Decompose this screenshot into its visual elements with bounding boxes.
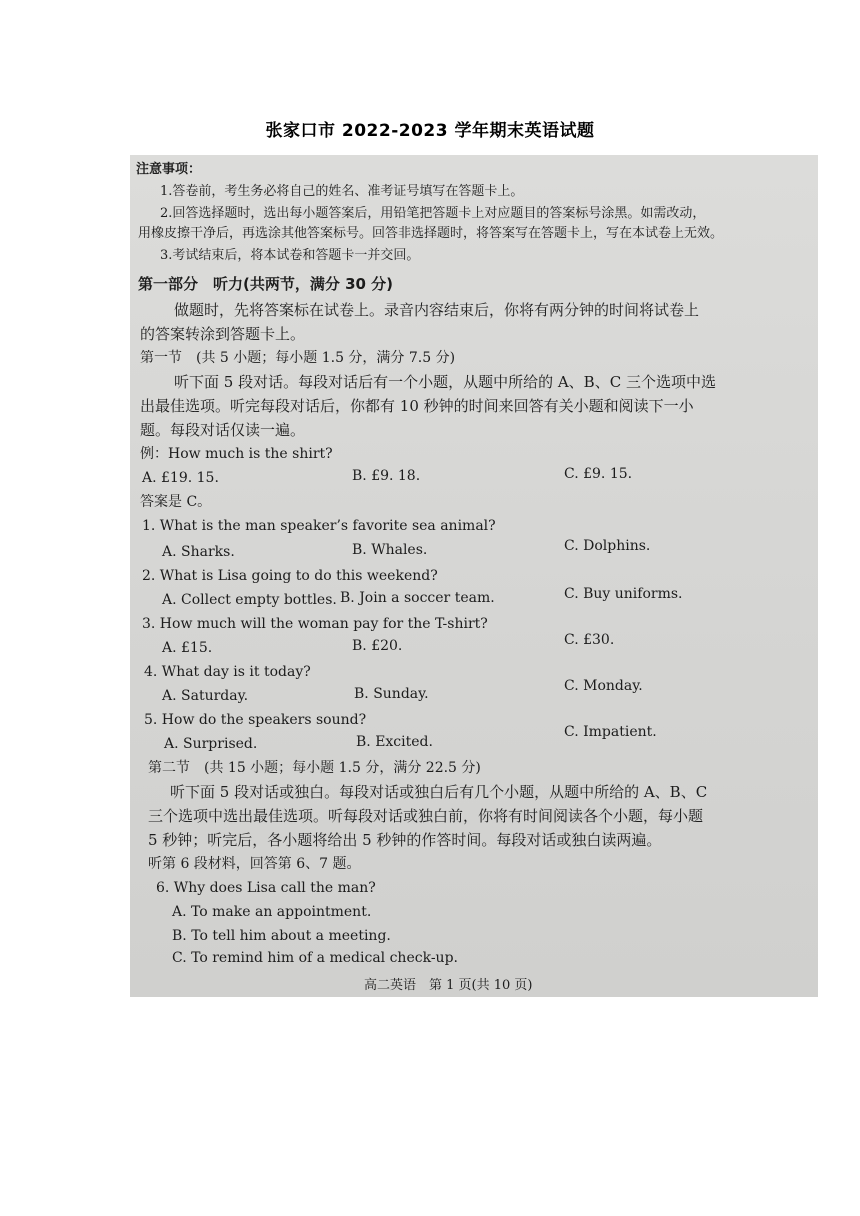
example-question: 例：How much is the shirt? (140, 446, 333, 462)
example-option-b: B. £9. 18. (352, 468, 421, 484)
section2-intro-1: 听下面 5 段对话或独白。每段对话或独白后有几个小题，从题中所给的 A、B、C (170, 783, 708, 801)
question-2: 2. What is Lisa going to do this weekend? (142, 568, 438, 584)
q4-option-b: B. Sunday. (354, 686, 429, 702)
q2-option-a: A. Collect empty bottles. (162, 592, 337, 608)
question-5: 5. How do the speakers sound? (144, 712, 367, 728)
q4-option-c: C. Monday. (564, 678, 643, 694)
page-footer: 高二英语 第 1 页(共 10 页) (364, 978, 533, 993)
q6-option-b: B. To tell him about a meeting. (172, 928, 391, 944)
part1-intro-2: 的答案转涂到答题卡上。 (140, 325, 306, 343)
example-option-a: A. £19. 15. (142, 470, 219, 486)
question-1: 1. What is the man speaker’s favorite sea animal? (142, 518, 496, 534)
q5-option-c: C. Impatient. (564, 724, 657, 740)
question-3: 3. How much will the woman pay for the T-shirt? (142, 616, 488, 632)
part1-intro-1: 做题时，先将答案标在试卷上。录音内容结束后，你将有两分钟的时间将试卷上 (174, 301, 700, 319)
notice-heading: 注意事项： (136, 162, 202, 177)
section1-intro-1: 听下面 5 段对话。每段对话后有一个小题，从题中所给的 A、B、C 三个选项中选 (174, 373, 716, 391)
q3-option-a: A. £15. (162, 640, 213, 656)
q6-option-a: A. To make an appointment. (172, 904, 372, 920)
part1-heading: 第一部分 听力(共两节，满分 30 分) (138, 275, 394, 293)
question-6: 6. Why does Lisa call the man? (156, 880, 376, 896)
q5-option-a: A. Surprised. (164, 736, 258, 752)
notice-item-2: 2.回答选择题时，选出每小题答案后，用铅笔把答题卡上对应题目的答案标号涂黑。如需改动， (160, 206, 706, 221)
q1-option-b: B. Whales. (352, 542, 428, 558)
q5-option-b: B. Excited. (356, 734, 433, 750)
section1-intro-3: 题。每段对话仅读一遍。 (140, 421, 306, 439)
example-option-c: C. £9. 15. (564, 466, 633, 482)
q1-option-a: A. Sharks. (162, 544, 235, 560)
section2-intro-3: 5 秒钟；听完后，各小题将给出 5 秒钟的作答时间。每段对话或独白读两遍。 (148, 831, 662, 849)
section1-heading: 第一节 (共 5 小题；每小题 1.5 分，满分 7.5 分) (140, 350, 456, 366)
question-4: 4. What day is it today? (144, 664, 311, 680)
scanned-page (130, 155, 818, 997)
example-answer: 答案是 C。 (140, 494, 212, 510)
section2-intro-2: 三个选项中选出最佳选项。听每段对话或独白前，你将有时间阅读各个小题，每小题 (148, 807, 704, 825)
notice-item-2-cont: 用橡皮擦干净后，再选涂其他答案标号。回答非选择题时，将答案写在答题卡上，写在本试卷上无效。 (138, 226, 724, 241)
section1-intro-2: 出最佳选项。听完每段对话后，你都有 10 秒钟的时间来回答有关小题和阅读下一小 (140, 397, 694, 415)
q1-option-c: C. Dolphins. (564, 538, 651, 554)
section2-material: 听第 6 段材料，回答第 6、7 题。 (148, 856, 361, 872)
q4-option-a: A. Saturday. (162, 688, 249, 704)
q3-option-b: B. £20. (352, 638, 403, 654)
q2-option-c: C. Buy uniforms. (564, 586, 683, 602)
notice-item-1: 1.答卷前，考生务必将自己的姓名、准考证号填写在答题卡上。 (160, 184, 524, 199)
q3-option-c: C. £30. (564, 632, 615, 648)
q6-option-c: C. To remind him of a medical check-up. (172, 950, 458, 966)
notice-item-3: 3.考试结束后，将本试卷和答题卡一并交回。 (160, 248, 420, 263)
q2-option-b: B. Join a soccer team. (340, 590, 495, 606)
document-title: 张家口市 2022-2023 学年期末英语试题 (265, 121, 595, 141)
section2-heading: 第二节 (共 15 小题；每小题 1.5 分，满分 22.5 分) (148, 760, 481, 776)
